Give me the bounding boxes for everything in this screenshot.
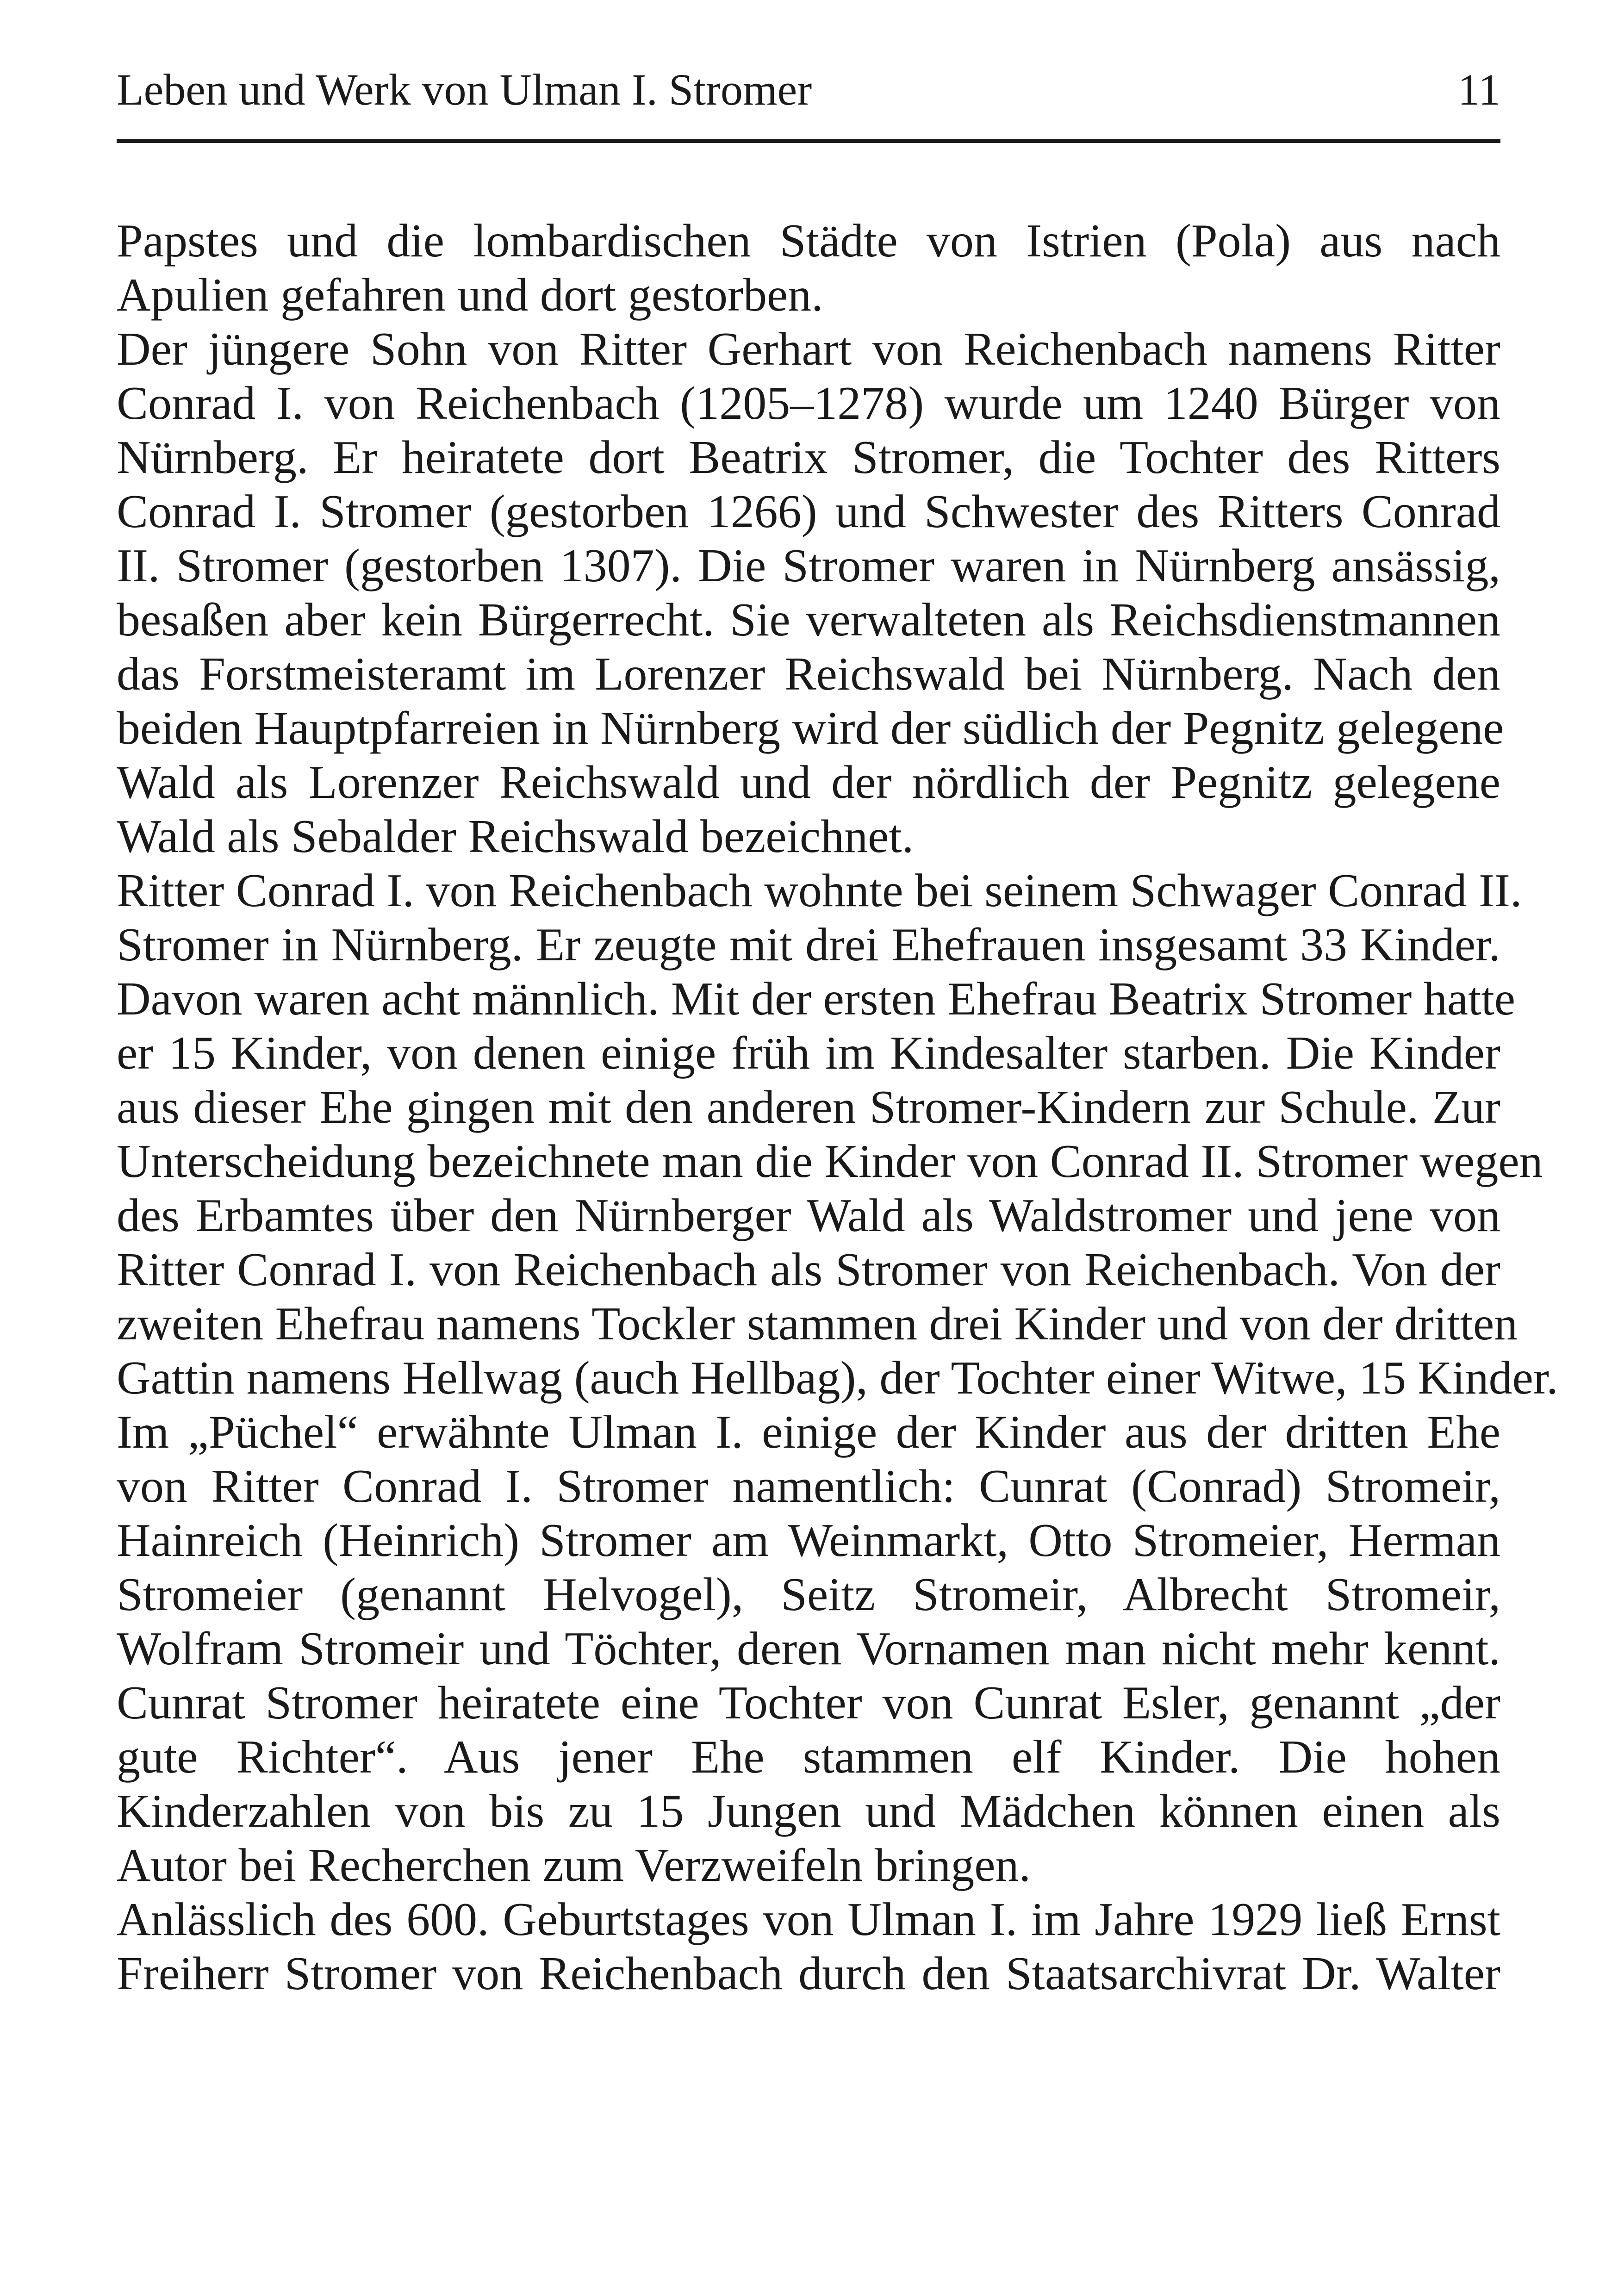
text-line: er 15 Kinder, von denen einige früh im Kindesalter starben. Die Kinder: [117, 1027, 1500, 1079]
body-text: [117, 214, 1558, 2001]
text-line: beiden Hauptpfarreien in Nürnberg wird der südlich der Pegnitz gelegene: [117, 702, 1504, 754]
text-line: Stromer in Nürnberg. Er zeugte mit drei Ehefrauen insgesamt 33 Kinder.: [117, 919, 1500, 971]
header-rule: [117, 139, 1500, 143]
text-line: Im „Püchel“ erwähnte Ulman I. einige der Kinder aus der dritten Ehe: [117, 1406, 1500, 1458]
text-line: Cunrat Stromer heiratete eine Tochter von Cunrat Esler, genannt „der: [117, 1677, 1500, 1729]
text-line: Autor bei Recherchen zum Verzweifeln bringen.: [117, 1839, 1031, 1892]
text-line: Ritter Conrad I. von Reichenbach wohnte bei seinem Schwager Conrad II.: [117, 865, 1522, 917]
text-line: gute Richter“. Aus jener Ehe stammen elf Kinder. Die hohen: [117, 1731, 1500, 1783]
running-title: Leben und Werk von Ulman I. Stromer: [117, 65, 812, 114]
text-line: II. Stromer (gestorben 1307). Die Stromer waren in Nürnberg ansässig,: [117, 540, 1500, 592]
paragraph: [117, 322, 1504, 864]
text-line: Apulien gefahren und dort gestorben.: [117, 269, 823, 321]
text-line: Wolfram Stromeir und Töchter, deren Vornamen man nicht mehr kennt.: [117, 1623, 1500, 1675]
text-line: Papstes und die lombardischen Städte von Istrien (Pola) aus nach: [117, 215, 1500, 267]
text-line: aus dieser Ehe gingen mit den anderen Stromer-Kindern zur Schule. Zur: [117, 1081, 1500, 1133]
text-line: Anlässlich des 600. Geburtstages von Ulman I. im Jahre 1929 ließ Ernst: [117, 1893, 1500, 1946]
text-line: zweiten Ehefrau namens Tockler stammen drei Kinder und von der dritten: [117, 1298, 1518, 1350]
text-line: Unterscheidung bezeichnete man die Kinder von Conrad II. Stromer wegen: [117, 1135, 1543, 1188]
paragraph: [117, 864, 1558, 1892]
text-line: Stromeier (genannt Helvogel), Seitz Stromeir, Albrecht Stromeir,: [117, 1568, 1500, 1621]
page-number: 11: [1457, 65, 1500, 114]
text-line: Hainreich (Heinrich) Stromer am Weinmarkt, Otto Stromeier, Herman: [117, 1514, 1500, 1567]
paragraph: [117, 214, 1500, 322]
text-line: Davon waren acht männlich. Mit der ersten Ehefrau Beatrix Stromer hatte: [117, 973, 1516, 1025]
text-line: von Ritter Conrad I. Stromer namentlich: Cunrat (Conrad) Stromeir,: [117, 1460, 1500, 1512]
text-line: Gattin namens Hellwag (auch Hellbag), der Tochter einer Witwe, 15 Kinder.: [117, 1352, 1558, 1404]
text-line: Kinderzahlen von bis zu 15 Jungen und Mädchen können einen als: [117, 1785, 1500, 1837]
text-line: Conrad I. Stromer (gestorben 1266) und Schwester des Ritters Conrad: [117, 485, 1500, 538]
running-header: [117, 43, 1500, 112]
text-line: Der jüngere Sohn von Ritter Gerhart von Reichenbach namens Ritter: [117, 323, 1500, 375]
text-line: Freiherr Stromer von Reichenbach durch den Staatsarchivrat Dr. Walter: [117, 1948, 1500, 2000]
text-line: Ritter Conrad I. von Reichenbach als Stromer von Reichenbach. Von der: [117, 1244, 1500, 1296]
paragraph: [117, 1892, 1500, 2001]
text-line: besaßen aber kein Bürgerrecht. Sie verwalteten als Reichsdienstmannen: [117, 594, 1500, 646]
text-line: das Forstmeisteramt im Lorenzer Reichswald bei Nürnberg. Nach den: [117, 648, 1500, 700]
text-line: Nürnberg. Er heiratete dort Beatrix Stromer, die Tochter des Ritters: [117, 431, 1500, 484]
text-line: Wald als Lorenzer Reichswald und der nördlich der Pegnitz gelegene: [117, 756, 1500, 809]
text-line: Conrad I. von Reichenbach (1205–1278) wurde um 1240 Bürger von: [117, 377, 1500, 429]
text-line: des Erbamtes über den Nürnberger Wald als Waldstromer und jene von: [117, 1189, 1500, 1242]
text-line: Wald als Sebalder Reichswald bezeichnet.: [117, 810, 914, 863]
